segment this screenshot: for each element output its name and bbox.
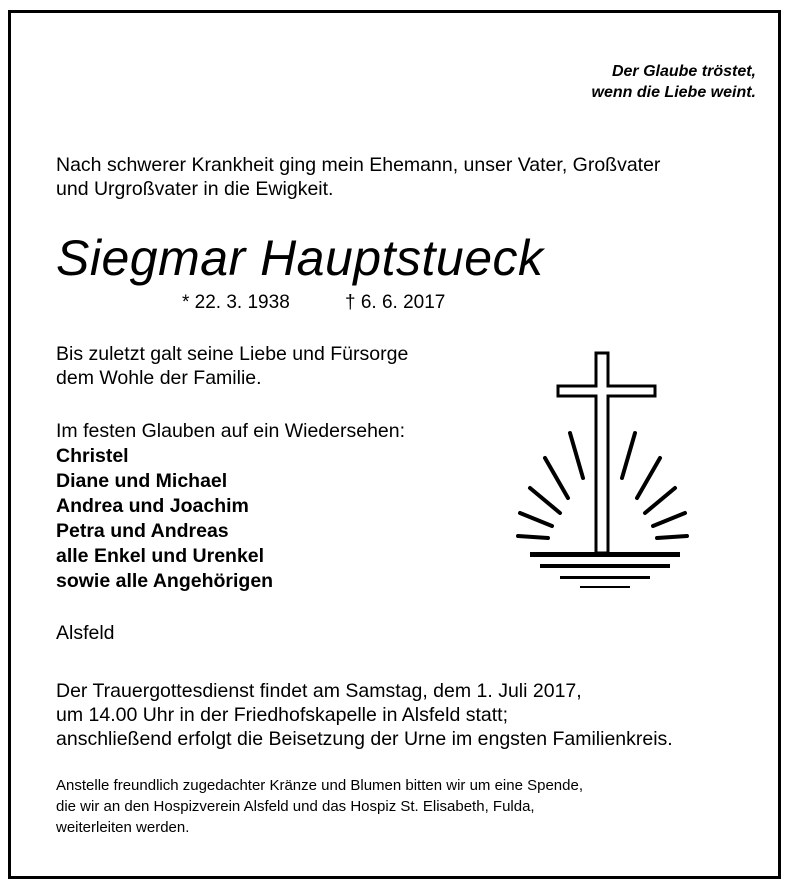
horizon-lines [530,552,680,588]
mourners-list [56,444,273,594]
motto-line: wenn die Liebe weint. [591,84,756,101]
deceased-name: Siegmar Hauptstueck [56,230,544,286]
death-date: † 6. 6. 2017 [345,292,446,313]
mourner: alle Enkel und Urenkel [56,545,265,567]
donation-text [56,775,583,838]
tribute-text [56,342,408,390]
motto [592,61,756,103]
service-line: anschließend erfolgt die Beisetzung der Urne im engsten Familienkreis. [56,728,673,750]
birth-date: * 22. 3. 1938 [182,292,290,313]
motto-line: Der Glaube tröstet, [611,63,756,80]
service-text [56,679,673,751]
faith-line: Im festen Glauben auf ein Wiedersehen: [56,420,406,442]
place: Alsfeld [56,622,115,644]
donation-line: weiterleiten werden. [56,819,190,836]
mourner: sowie alle Angehörigen [56,570,274,592]
donation-line: die wir an den Hospizverein Alsfeld und das Hospiz St. Elisabeth, Fulda, [56,798,535,815]
intro-text [56,153,660,201]
intro-line: Nach schwerer Krankheit ging mein Ehemann, unser Vater, Großvater [56,154,661,176]
mourner: Diane und Michael [56,470,228,492]
donation-line: Anstelle freundlich zugedachter Kränze und Blumen bitten wir um eine Spende, [56,777,583,794]
mourner: Petra und Andreas [56,520,229,542]
tribute-line: Bis zuletzt galt seine Liebe und Fürsorge [56,343,409,365]
mourner: Andrea und Joachim [56,495,249,517]
tribute-line: dem Wohle der Familie. [56,367,262,389]
cross-icon [558,353,655,553]
service-line: Der Trauergottesdienst findet am Samstag, dem 1. Juli 2017, [56,680,582,702]
service-line: um 14.00 Uhr in der Friedhofskapelle in Alsfeld statt; [56,704,508,726]
cross-with-sunrays-icon [510,348,700,598]
mourner: Christel [56,445,129,467]
intro-line: und Urgroßvater in die Ewigkeit. [56,178,334,200]
